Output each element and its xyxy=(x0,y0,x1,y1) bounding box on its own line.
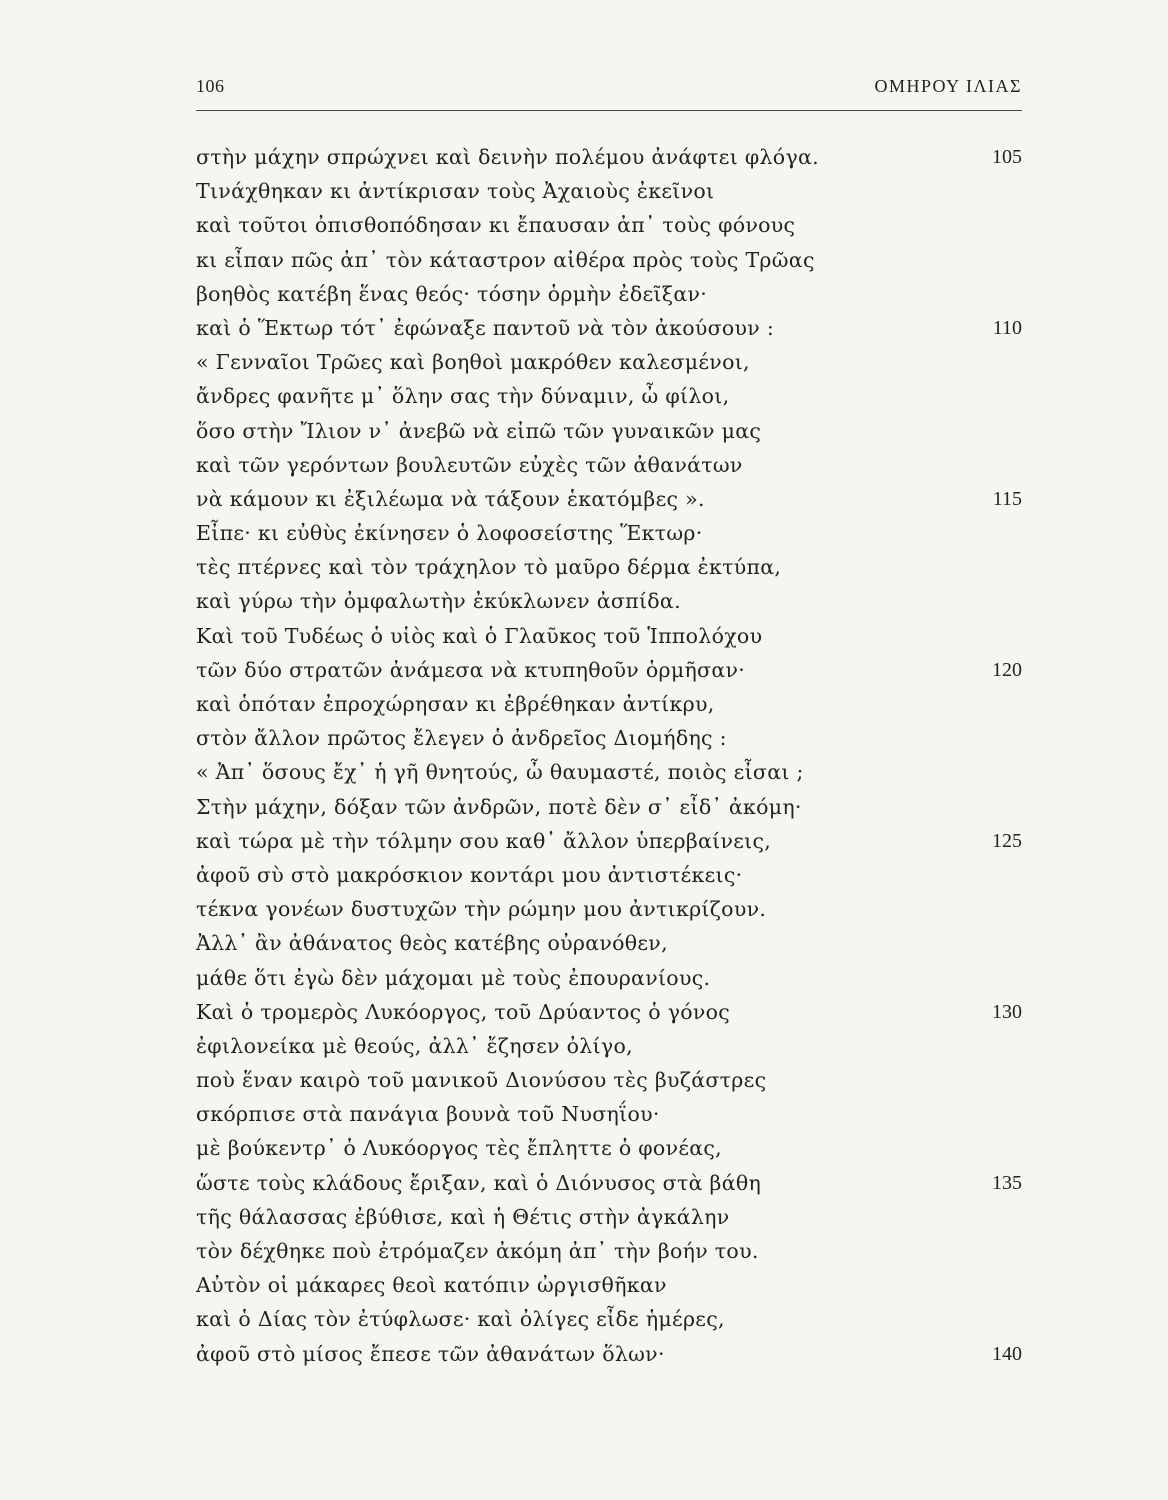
verse-text: καὶ ὁ Δίας τὸν ἐτύφλωσε· καὶ ὀλίγες εἶδε ἡμέρες, xyxy=(196,1307,725,1332)
verse-line xyxy=(196,790,1036,824)
verse-text: τὸν δέχθηκε ποὺ ἐτρόμαζεν ἀκόμη ἀπ᾽ τὴν βοήν του. xyxy=(196,1239,759,1263)
verse-line xyxy=(196,619,1036,653)
line-number: 140 xyxy=(992,1342,1022,1365)
verse-text: Καὶ ὁ τρομερὸς Λυκόοργος, τοῦ Δρύαντος ὁ γόνος xyxy=(196,999,731,1024)
verse-line xyxy=(196,311,1036,345)
verse-text: βοηθὸς κατέβη ἕνας θεός· τόσην ὁρμὴν ἐδεῖξαν· xyxy=(196,281,708,306)
verse-line xyxy=(196,961,1036,995)
line-number: 120 xyxy=(992,658,1022,681)
verse-line xyxy=(196,892,1036,926)
verse-line xyxy=(196,379,1036,413)
page-number: 106 xyxy=(196,76,225,96)
verse-text: στὸν ἄλλον πρῶτος ἔλεγεν ὁ ἀνδρεῖος Διομήδης : xyxy=(196,726,727,751)
verse-text: ἐφιλονείκα μὲ θεούς, ἀλλ᾽ ἔζησεν ὀλίγο, xyxy=(196,1033,633,1058)
verse-text: ἀφοῦ στὸ μίσος ἔπεσε τῶν ἀθανάτων ὅλων· xyxy=(196,1341,665,1366)
verse-text: μάθε ὅτι ἐγὼ δὲν μάχομαι μὲ τοὺς ἐπουρανίους. xyxy=(196,965,711,990)
verse-text: Στὴν μάχην, δόξαν τῶν ἀνδρῶν, ποτὲ δὲν σ᾽ εἶδ᾽ ἀκόμη· xyxy=(196,794,802,819)
verse-text: τέκνα γονέων δυστυχῶν τὴν ρώμην μου ἀντικρίζουν. xyxy=(196,897,767,922)
header-rule xyxy=(196,110,1022,111)
line-number: 135 xyxy=(992,1171,1022,1194)
verse-line xyxy=(196,345,1036,379)
verse-line xyxy=(196,1097,1036,1131)
verse-text: καὶ τῶν γερόντων βουλευτῶν εὐχὲς τῶν ἀθανάτων xyxy=(196,452,743,477)
verse-text: Ἀλλ᾽ ἂν ἀθάνατος θεὸς κατέβης οὐρανόθεν, xyxy=(196,931,668,956)
verse-line xyxy=(196,448,1036,482)
verse-line xyxy=(196,584,1036,618)
verse-line xyxy=(196,824,1036,858)
verse-line xyxy=(196,755,1036,789)
verse-text: τῆς θάλασσας ἐβύθισε, καὶ ἡ Θέτις στὴν ἀγκάλην xyxy=(196,1204,730,1229)
verse-text: τὲς πτέρνες καὶ τὸν τράχηλον τὸ μαῦρο δέρμα ἐκτύπα, xyxy=(196,555,782,580)
verse-text: νὰ κάμουν κι ἐξιλέωμα νὰ τάξουν ἑκατόμβες ». xyxy=(196,486,705,511)
verse-text: ὅσο στὴν Ἴλιον ν᾽ ἀνεβῶ νὰ εἰπῶ τῶν γυναικῶν μας xyxy=(196,418,762,443)
verse-line xyxy=(196,414,1036,448)
verse-text: ἀφοῦ σὺ στὸ μακρόσκιον κοντάρι μου ἀντιστέκεις· xyxy=(196,862,743,887)
verse-line xyxy=(196,995,1036,1029)
verse-text: καὶ ὁ Ἕκτωρ τότ᾽ ἐφώναξε παντοῦ νὰ τὸν ἀκούσουν : xyxy=(196,315,775,340)
verse-line xyxy=(196,174,1036,208)
verse-text: κι εἶπαν πῶς ἀπ᾽ τὸν κάταστρον αἰθέρα πρὸς τοὺς Τρῶας xyxy=(196,247,815,272)
page-header xyxy=(196,70,1022,104)
verse-line xyxy=(196,1337,1036,1371)
verse-line xyxy=(196,858,1036,892)
verse-text: ἄνδρες φανῆτε μ᾽ ὅλην σας τὴν δύναμιν, ὦ φίλοι, xyxy=(196,384,730,409)
verse-line xyxy=(196,926,1036,960)
verse-line xyxy=(196,687,1036,721)
verse-line xyxy=(196,243,1036,277)
verse-text: στὴν μάχην σπρώχνει καὶ δεινὴν πολέμου ἀνάφτει φλόγα. xyxy=(196,145,819,169)
verse-text: σκόρπισε στὰ πανάγια βουνὰ τοῦ Νυσηΐου· xyxy=(196,1102,660,1127)
verse-line xyxy=(196,1302,1036,1336)
verse-line xyxy=(196,1131,1036,1165)
verse-line xyxy=(196,516,1036,550)
line-number: 130 xyxy=(992,1000,1022,1023)
verse-text: Καὶ τοῦ Τυδέως ὁ υἱὸς καὶ ὁ Γλαῦκος τοῦ Ἱππολόχου xyxy=(196,623,763,648)
verse-line xyxy=(196,1200,1036,1234)
verse-text: καὶ τοῦτοι ὀπισθοπόδησαν κι ἔπαυσαν ἀπ᾽ τοὺς φόνους xyxy=(196,213,796,238)
verse-text: καὶ γύρω τὴν ὀμφαλωτὴν ἐκύκλωνεν ἀσπίδα. xyxy=(196,589,681,614)
line-number: 125 xyxy=(992,829,1022,852)
verse-line xyxy=(196,1029,1036,1063)
verse-text: « Ἀπ᾽ ὅσους ἔχ᾽ ἡ γῆ θνητούς, ὦ θαυμαστέ, ποιὸς εἶσαι ; xyxy=(196,760,804,785)
verse-line xyxy=(196,140,1036,174)
verse-text: Τινάχθηκαν κι ἀντίκρισαν τοὺς Ἀχαιοὺς ἐκεῖνοι xyxy=(196,179,715,204)
line-number: 110 xyxy=(992,316,1022,339)
verse-text: μὲ βούκεντρ᾽ ὁ Λυκόοργος τὲς ἔπληττε ὁ φονέας, xyxy=(196,1136,722,1161)
line-number: 105 xyxy=(992,146,1022,168)
verse-text: καὶ ὁπόταν ἐπροχώρησαν κι ἐβρέθηκαν ἀντίκρυ, xyxy=(196,692,715,716)
verse-text: ποὺ ἕναν καιρὸ τοῦ μανικοῦ Διονύσου τὲς βυζάστρες xyxy=(196,1068,767,1093)
verse-text: Εἶπε· κι εὐθὺς ἐκίνησεν ὁ λοφοσείστης Ἕκτωρ· xyxy=(196,521,703,546)
verse-line xyxy=(196,277,1036,311)
verse-text: τῶν δύο στρατῶν ἀνάμεσα νὰ κτυπηθοῦν ὁρμῆσαν· xyxy=(196,657,746,682)
verse-line xyxy=(196,482,1036,516)
verse-line xyxy=(196,1166,1036,1200)
verse-text: Αὐτὸν οἱ μάκαρες θεοὶ κατόπιν ὠργισθῆκαν xyxy=(196,1273,667,1298)
verse-text: ὥστε τοὺς κλάδους ἔριξαν, καὶ ὁ Διόνυσος στὰ βάθη xyxy=(196,1170,762,1195)
verse-line xyxy=(196,1268,1036,1302)
verse-list xyxy=(196,140,1036,1371)
verse-text: καὶ τώρα μὲ τὴν τόλμην σου καθ᾽ ἄλλον ὑπερβαίνεις, xyxy=(196,828,772,853)
running-head: ΟΜΗΡΟΥ ΙΛΙΑΣ xyxy=(874,76,1022,96)
verse-line xyxy=(196,653,1036,687)
line-number: 115 xyxy=(992,487,1022,510)
verse-line xyxy=(196,1234,1036,1268)
verse-line xyxy=(196,208,1036,242)
verse-line xyxy=(196,721,1036,755)
verse-line xyxy=(196,1063,1036,1097)
verse-line xyxy=(196,550,1036,584)
verse-text: « Γενναῖοι Τρῶες καὶ βοηθοὶ μακρόθεν καλεσμένοι, xyxy=(196,350,750,375)
